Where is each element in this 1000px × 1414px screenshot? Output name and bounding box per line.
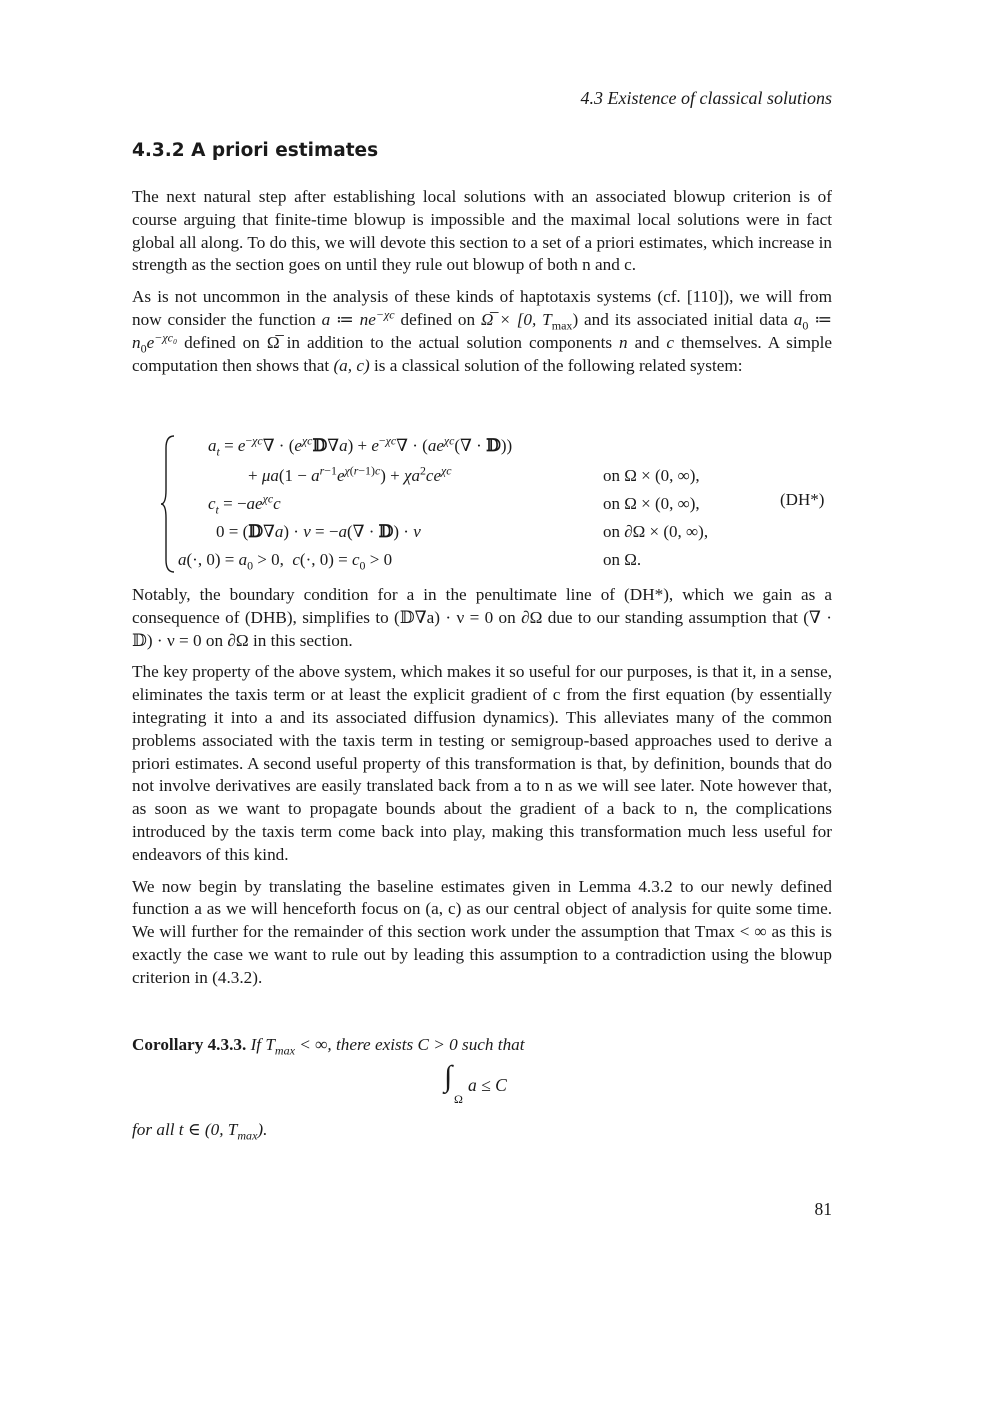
page-number: 81 (814, 1199, 832, 1219)
document-page: 4.3 Existence of classical solutions 4.3.2 A priori estimates The next natural step after establishing local solutions with an associated blowup criterion is of course arguing that finite-time blowup is impossible and the maximal local solutions were in fact global all along. To do this, we will devote this section to a set of a priori estimates, which increase in strength as the section goes on until they rule out blowup of both n and c. As is not uncommon in the analysis of these kinds of haptotaxis systems (cf. [110]), we will from now consider the function a ≔ $ne^{-\chi c}$ defined on Ω̅ × [0, $T_{max}$) and its associated initial data $a_0$ ≔ $n_0e^{-\chi c_0}$ defined on Ω̅ in addition to the actual solution components n and c themselves. A simple computation then shows that (a, c) is a classical solution of the following related system: $a_t = e^{-\chi c}\nabla$ · $(e^{\chi c}𝔻\nabla a) + e^{-\chi c}\nabla \cdot (ae^{\chi c}(\nabla$ · 𝔻)) + $\mu a(1 - a^{r-1}e^{\chi(r-1)c}) + \chi a^2ce^{\chi c}$ on Ω × (0, ∞), $c_t = -ae^{\chi c}c$ on Ω × (0, ∞), 0 = (𝔻∇a) · ν = −a(∇ · 𝔻) · ν on ∂Ω × (0, ∞), a(·, $0) = a_0 > 0$, c(·, $0) = c_0 > 0$ on Ω. (DH*) Notably, the boundary condition for a in the penultimate line of (DH*), which we gain as a consequence of (DHB), simplifies to (𝔻∇a) · ν = 0 on ∂Ω due to our standing assumption that (∇ · 𝔻) · ν = 0 on ∂Ω in this section. The key property of the above system, which makes it so useful for our purposes, is that it, in a sense, eliminates the taxis term or at least the explicit gradient of c from the first equation (by essentially integrating it into a and its associated diffusion dynamics). This alleviates many of the common problems associated with the taxis term in testing or semigroup-based approaches used to derive a priori estimates. A second useful property of this transformation is that, by definition, bounds that do not involve derivatives are easily translated back from a to n as we will see later. Note however that, as soon as we want to propagate bounds about the gradient of a back to n, the complications introduced by the taxis term come back into play, making this transformation much less useful for endeavors of this kind. We now begin by translating the baseline estimates given in Lemma 4.3.2 to our newly defined function a as we will henceforth focus on (a, c) as our central object of analysis for quite some time. We will further for the remainder of this section work under the assumption that Tmax < ∞ as this is exactly the case we want to rule out by leading this assumption to a contradiction using the blowup criterion in (4.3.2). Corollary 4.3.3. If $T_{max}$ < ∞, there exists C > 0 such that ∫ Ω a ≤ C for all t ∈ (0, $T_{max}$). 81 (0, 0, 1000, 1414)
section-title: 4.3.2 A priori estimates (132, 140, 379, 161)
paragraph-boundary: Notably, the boundary condition for a in the penultimate line of (DH*), which we gain as a consequence of (DHB), simplifies to (𝔻∇a) · ν = 0 on ∂Ω due to our standing assumption that (∇ · 𝔻) · ν = 0 on ∂Ω in this section. (132, 585, 832, 650)
paragraph-transformation: As is not uncommon in the analysis of these kinds of haptotaxis systems (cf. [110]), we will from now consider the function a ≔ $ne^{-\chi c}$ defined on Ω̅ × [0, $T_{max}$) and its associated initial data $a_0$ ≔ $n_0e^{-\chi c_0}$ defined on Ω̅ in addition to the actual solution components n and c themselves. A simple computation then shows that (a, c) is a classical solution of the following related system: (132, 287, 833, 375)
equation-system-dh-star: $a_t = e^{-\chi c}\nabla$ · $(e^{\chi c}𝔻\nabla a) + e^{-\chi c}\nabla \cdot (ae^{\chi c}(\nabla$ · 𝔻)) + $\mu a(1 - a^{r-1}e^{\chi(r-1)c}) + \chi a^2ce^{\chi c}$ on Ω × (0, ∞), $c_t = -ae^{\chi c}c$ on Ω × (0, ∞), 0 = (𝔻∇a) · ν = −a(∇ · 𝔻) · ν on ∂Ω × (0, ∞), a(·, $0) = a_0 > 0$, c(·, $0) = c_0 > 0$ on Ω. (DH*) (160, 434, 840, 574)
body-text-top (132, 186, 832, 386)
corollary-tail: for all t ∈ (0, $T_{max}$). (132, 1120, 268, 1143)
corollary-label: Corollary 4.3.3. (132, 1035, 247, 1054)
running-header: 4.3 Existence of classical solutions (580, 88, 832, 108)
corollary-statement: Corollary 4.3.3. If $T_{max}$ < ∞, there exists C > 0 such that (132, 1035, 525, 1058)
integral-icon: ∫ (444, 1060, 453, 1093)
paragraph-key-property: The key property of the above system, which makes it so useful for our purposes, is that it, in a sense, eliminates the taxis term or at least the explicit gradient of c from the first equation (by essentially integrating it into a and its associated diffusion dynamics). This alleviates many of the common problems associated with the taxis term in testing or semigroup-based approaches used to derive a priori estimates. A second useful property of this transformation is that, by definition, bounds that do not involve derivatives are easily translated back from a to n as we will see later. Note however that, as soon as we want to propagate bounds about the gradient of a back to n, the complications introduced by the taxis term come back into play, making this transformation much less useful for endeavors of this kind. (132, 662, 832, 864)
paragraph-intro: The next natural step after establishing local solutions with an associated blowup criterion is of course arguing that finite-time blowup is impossible and the maximal local solutions were in fact global all along. To do this, we will devote this section to a set of a priori estimates, which increase in strength as the section goes on until they rule out blowup of both n and c. (132, 187, 832, 275)
paragraph-baseline: We now begin by translating the baseline estimates given in Lemma 4.3.2 to our newly defined function a as we will henceforth focus on (a, c) as our central object of analysis for quite some time. We will further for the remainder of this section work under the assumption that Tmax < ∞ as this is exactly the case we want to rule out by leading this assumption to a contradiction using the blowup criterion in (4.3.2). (132, 876, 832, 987)
body-text-bottom (132, 584, 832, 999)
equation-tag: (DH*) (780, 490, 825, 509)
left-brace-icon (160, 434, 178, 574)
